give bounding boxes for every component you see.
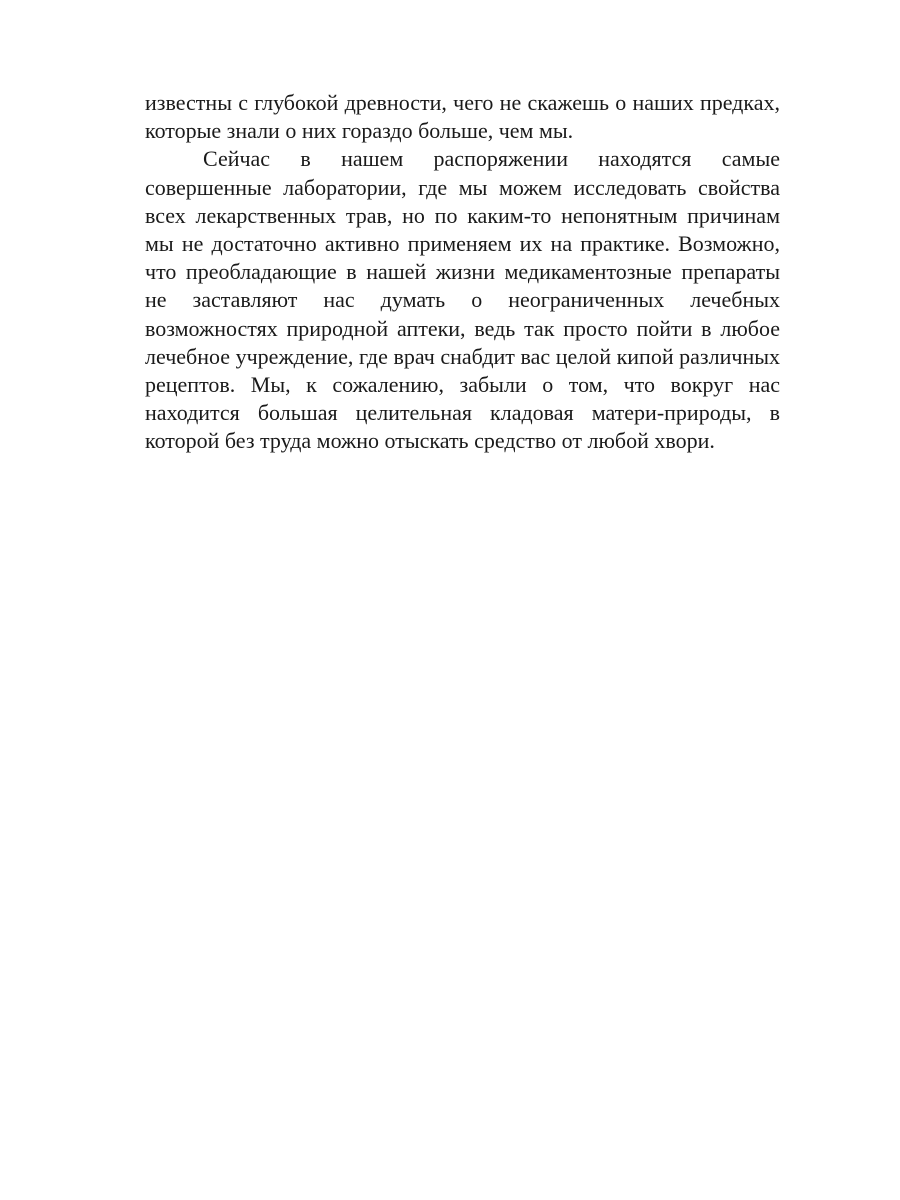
- body-text: [145, 89, 780, 456]
- paragraph-main: Сейчас в нашем распоряжении находятся самые совершенные лаборатории, где мы можем исследовать свойства всех лекарственных трав, но по каким-то непонятным причинам мы не достаточно активно применяем их на практике. Возможно, что преобладающие в нашей жизни медикаментозные препараты не заставляют нас думать о неограниченных лечебных возможностях природной аптеки, ведь так просто пойти в любое лечебное учреждение, где врач снабдит вас целой кипой различных рецептов. Мы, к сожалению, забыли о том, что вокруг нас находится большая целительная кладовая матери-природы, в которой без труда можно отыскать средство от любой хвори.: [145, 146, 780, 454]
- paragraph-continuation: известны с глубокой древности, чего не скажешь о наших предках, которые знали о них гораздо больше, чем мы.: [145, 90, 780, 144]
